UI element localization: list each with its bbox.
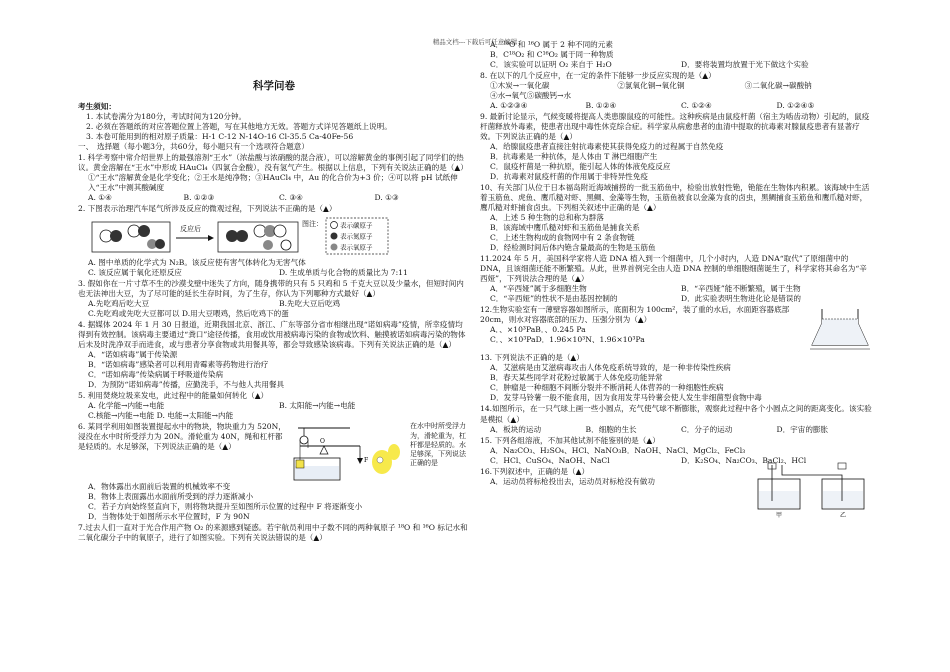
question-stem: 3. 假如你在一片寸草不生的沙漠戈壁中迷失了方向，随身携带的只有 5 只鸡和 5 千克大豆以及少量水，但短时间内也无法神出大豆，为了尽可能的延长生存时间，为了生存，你认为下列哪种方式最好（▲） [78,279,464,299]
reaction-svg [90,216,390,256]
notice-item: 2. 必须在答题纸的对应答题位置上答题，写在其他地方无效。答题方式详见答题纸上说明。 [86,121,392,131]
question-stem: 1. 科学考察中常介绍世界上的最强溶剂“王水”（浓盐酸与浓硝酸的混合液），可以溶解黄金的事例引起了同学们的热议。黄金溶解在“王水”中形成 HAuCl₄（四氯合金酸），没有氢气产生。根据以上信息，下列有关说法正确的是（▲） [78,152,468,172]
option-ab: A．Na₂CO₃、H₂SO₄、HCl、NaNO₃B．NaOH、NaCl、MgCl₂、FeCl₃ [490,445,746,455]
question-stem: 12.生物实验室有一薄壁容器如图所示，底面积为 100cm²，装了重的水后，水面距容器底部 20cm，则水对容器底部的压力、压强分别为（▲） [480,305,790,325]
question-side-note: 在水中时所受浮力为，滑轮重为，杠杆都是轻质的。水足够深，下列说法正确的是 [410,422,466,468]
option-ab: A．、×10³PaB．、0.245 Pa [490,325,586,335]
page-title: 科学问卷 [253,80,295,92]
option-d: D．此实验表明生物进化论是错误的 [681,294,801,304]
pivot-label: O [320,438,325,446]
option-b: B．春天某些同学对花粉过敏属于人体免疫功能异常 [490,373,663,383]
question-sub: ①“王水”溶解黄金是化学变化；②王水是纯净物；③HAuCl₄ 中，Au 的化合价为+3 价；④可以将 pH 试纸伸入“王水”中测其酸碱度 [88,172,458,192]
legend-item: 表示氧原子 [340,243,373,252]
option-c: C. ①②④ [681,101,712,111]
beakers-figure [752,461,872,519]
option-d: D．当物体处于如图所示水平位置时，F 为 90N [88,512,250,522]
figure-label-jia: 甲 [776,511,783,519]
option-c: C．分子的运动 [681,424,733,434]
option-b: B．该海域中鹰爪糙对虾和玉筋鱼是捕食关系 [490,223,640,233]
question-9 [480,112,872,182]
option-d: D. 生成单质与化合物的质量比为 7:11 [279,268,408,278]
option-c: C．HCl、CuSO₄、NaOH、NaCl [490,455,610,465]
left-column [78,58,470,543]
legend-title: 图注： [302,220,323,229]
question-5 [78,391,470,421]
option-b: B．物体上表面露出水面前所受到的浮力逐渐减小 [88,492,254,502]
option-d: D．为预防“诺如病毒”传播，应勤洗手，不与他人共用餐具 [88,380,285,390]
force-label: F [364,457,369,465]
container-figure [808,305,872,353]
right-column [480,40,872,519]
question-2 [78,204,470,278]
question-stem: 9. 最新讨论显示，气候变暖将提高人类患腺鼠疫的可能性。这种疾病是由鼠疫杆菌（宿主为啮齿动物）引起的，鼠疫杆菌释放外毒素，使患者出现中毒性休克综合症。科学家从病愈患者的血清中提取的抗毒素对腺鼠疫患者有显著疗效。下列说法正确的是（▲） [480,112,870,142]
arrow-label: 反应后 [180,225,201,234]
option-a: A.先吃鸡后吃大豆 [88,299,150,309]
option-a: A. 图中单质的化学式为 N₂B。该反应使有害气体转化为无害气体 [88,258,306,268]
option-a: A．物体露出水面前后装置的机械效率不变 [88,482,231,492]
sub-item: ③二氧化碳→碳酸钠 [744,81,812,91]
question-stem: 8. 在以下的几个反应中，在一定的条件下能够一步反应实现的是（▲） [480,71,716,81]
watermark: 精品文档---下载后可任意编辑 [432,38,518,46]
option-cd: C.核能→内能→电能 D. 电能→太阳能→内能 [88,411,234,421]
question-stem: 15. 下列各组溶液，不加其他试剂不能鉴别的是（▲） [480,435,660,445]
option-a: A．¹⁸O 和 ¹⁶O 属于 2 种不同的元素 [490,40,613,49]
sub-item: ②氯氧化铜→氧化铜 [617,81,685,91]
option-a: A．给腺鼠疫患者直接注射抗毒素使其获得免疫力的过程属于自然免疫 [490,142,724,152]
option-a: A．板块的运动 [490,424,542,434]
question-11 [480,254,872,304]
question-6-wrap [78,422,470,482]
figure-label-yi: 乙 [840,511,847,519]
options-row [480,101,872,111]
sub-item: ①木炭→一氧化碳 [490,81,550,91]
question-stem: 7.过去人们一直对于光合作用产物 O₂ 的来源感到疑惑。若宇航员利用中子数不同的两种氧原子 ¹⁸O 和 ¹⁶O 标记水和二氧化碳分子中的氧原子，进行了如图实验。下列有关说法错误的是（▲） [78,523,468,543]
question-stem: 5. 利用焚烧垃圾来发电，此过程中的能量如何转化（▲） [78,391,269,401]
question-7-options [480,40,872,70]
option-d: D．宇宙的膨胀 [776,424,829,434]
reaction-diagram [78,216,470,256]
question-stem: 10、有关部门从位于日本福岛附近海域捕捞的一批玉筋鱼中，检验出放射性铯，铯能在生物体内积累。该海域中生活着玉筋鱼、虎鱼、鹰爪糙对虾、黑鲷、金藻等生物，玉筋鱼被食以金藻为食的卤虫，黑鲷捕食玉筋鱼和鹰爪糙对虾，鹰爪糙对虾捕食卤虫。下列相关叙述中正确的是（▲） [480,183,870,213]
option-a: A. 化学能→内能→电能 [88,401,165,411]
option-b: B．C¹⁸O₂ 和 C¹⁶O₂ 属于同一种物质 [490,50,614,60]
question-stem: 6. 某同学利用如图装置提起水中的物块，物块重力为 520N，浸没在水中时所受浮力为 20N。滑轮重为 40N，绳和杠杆都是轻质的。水足够深，下列说法正确的是（▲） [78,422,286,452]
notice-item: 3. 本卷可能用到的相对原子质量：H-1 C-12 N-14O-16 Cl-35.5 Ca-40Fe-56 [86,131,354,141]
option-c: C．该实验可以证明 O₂ 来自于 H₂O [490,60,612,70]
section-heading: 一、 选择题（每小题3分，共60分，每小题只有一个选项符合题意） [78,141,309,151]
option-a: A．艾滋病是由艾滋病毒攻击人体免疫系统导致的，是一种非传染性疾病 [490,363,731,373]
question-13 [480,353,872,403]
option-c: C．“诺如病毒”传染病属于呼吸道传染病 [88,370,224,380]
notice [78,102,470,142]
option-c: C．“辛西娅”的性状不是由基因控制的 [490,294,618,304]
option-d: D．经检测时间后体内铯含量最高的生物是玉筋鱼 [490,243,656,253]
option-c: C. 该反应属于氧化还原反应 [88,268,182,278]
legend-item: 表示碳原子 [340,221,373,230]
option-b: B. ①②③ [183,193,215,202]
options-row [78,401,470,411]
option-c: C. ③④ [279,193,303,202]
option-c: C．上述生物构成的食物网中有 2 条食物链 [490,233,635,243]
option-d: D. ①③ [374,193,399,202]
question-stem: 2. 下图表示治理汽车尾气所涉及反应的微观过程，下列说法不正确的是（▲） [78,204,337,214]
question-12 [480,305,872,345]
question-6 [78,422,470,522]
question-3 [78,279,470,319]
option-a: A．“辛西娅”属于多细胞生物 [490,284,587,294]
question-stem: 14.如图所示，在一只气球上画一些小圆点，充气使气球不断膨胀，观察此过程中各个小圆点之间的距离变化。该实验是模拟（▲） [480,404,872,424]
legend-item: 表示氮原子 [340,232,373,241]
options-row [480,60,872,70]
option-d: D．发芽马铃薯一般不能食用，因为食用发芽马铃薯会使人发生非细菌型食物中毒 [490,393,762,403]
option-d: D．抗毒素对鼠疫杆菌的作用属于非特异性免疫 [490,172,648,182]
option-cd: C.先吃鸡或先吃大豆都可以 D.用大豆喂鸡，然后吃鸡下的蛋 [88,309,289,319]
notice-heading: 考生须知： [78,101,116,111]
option-b: B．“诺如病毒”感染者可以利用青霉素等药物进行治疗 [88,360,269,370]
question-16 [480,466,872,519]
option-c: C．鼠疫杆菌是一种抗原，能引起人体的体液免疫反应 [490,162,671,172]
option-b: B．“辛西娅”能不断繁殖，属于生物 [681,284,801,294]
question-14 [480,404,872,434]
option-d: D. ①②④⑤ [776,101,815,111]
option-cd: C．、×10³PaD．1.96×10³N、1.96×10³Pa [490,335,645,345]
option-a: A．运动员将标枪投出去，运动员对标枪没有做功 [490,476,655,486]
option-b: B. ①②④ [585,101,617,111]
option-b: B．抗毒素是一种抗体，是人体由 T 淋巴细胞产生 [490,152,658,162]
option-a: A. ①④ [88,193,112,202]
options-row [78,268,470,278]
options-grid [480,284,872,304]
options-row [480,425,872,435]
option-c: C．若子方向始终竖直向下，则将物块提升至如图所示位置的过程中 F 将逐渐变小 [88,502,363,512]
option-b: B. 太阳能→内能→电能 [279,401,356,411]
question-stem: 13. 下列说法不正确的是（▲） [480,353,584,363]
sub-item: ④水→氧气⑤碳酸钙→水 [490,91,572,101]
option-d: D．K₂SO₄、Na₂CO₃、BaCl₂、HCl [681,455,807,465]
question-4 [78,320,470,390]
option-a: A. ①②③④ [490,101,528,111]
options-row [78,299,470,309]
question-8 [480,71,872,111]
option-b: B．细胞的生长 [585,424,637,434]
sub-row [480,81,872,91]
lever-pulley-figure [290,422,410,482]
question-7 [78,523,470,543]
question-stem: 4. 据媒体 2024 年 1 月 30 日报道，近期我国北京、浙江、广东等部分省市相继出现“诺如病毒”疫情，所幸疫情均得到有效控制。该病毒主要通过“粪口”途径传播，食用或饮用被病毒污染的食物或饮料、触摸被诺如病毒污染的物体后未及时洗净双手而进食，或与患者分享食物或共用餐具等，都会导致感染该病毒。下列有关说法正确的是（▲） [78,320,466,350]
question-10 [480,183,872,253]
question-1 [78,153,470,203]
question-stem: 11.2024 年 5 月，美国科学家将人造 DNA 植入到一个细菌中，几个小时内，人造 DNA“取代”了原细菌中的 DNA，且该细菌还能不断繁殖。从此，世界首例完全由人造 DNA 控制的单细胞细菌诞生了，科学家将其命名为“辛西娅”，下列说法合理的是（▲） [480,254,867,284]
option-b: B.先吃大豆后吃鸡 [279,299,341,309]
option-a: A．“诺如病毒”属于传染源 [88,350,178,360]
option-c: C．肿瘤是一种细胞不间断分裂并不断消耗人体营养的一种细胞性疾病 [490,383,724,393]
options-row [78,193,470,203]
option-a: A．上述 5 种生物的总和称为群落 [490,213,604,223]
notice-item: 1. 本试卷满分为180分，考试时间为120分钟。 [86,111,247,121]
question-stem: 16.下列叙述中，正确的是（▲） [480,466,590,476]
option-d: D．要将装置均放置于光下做这个实验 [681,60,809,70]
